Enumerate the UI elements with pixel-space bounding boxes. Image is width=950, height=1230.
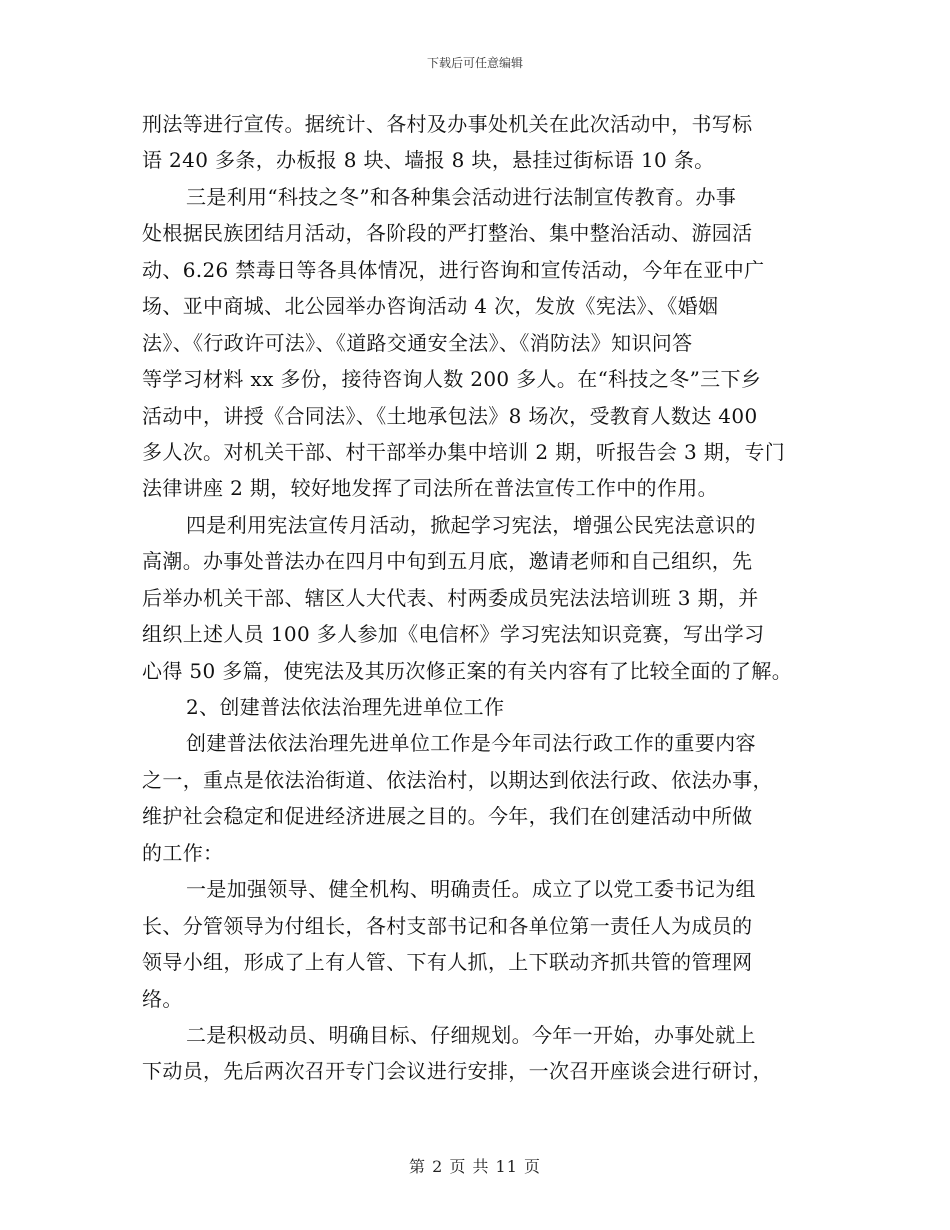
text-line: 领导小组，形成了上有人管、下有人抓，上下联动齐抓共管的管理网: [142, 950, 753, 975]
text-line: 等学习材料 xx 多份，接待咨询人数 200 多人。在“科技之冬”三下乡: [142, 367, 762, 392]
text-line: 法律讲座 2 期，较好地发挥了司法所在普法宣传工作中的作用。: [142, 476, 718, 501]
document-body: [142, 106, 814, 1090]
paragraph-start-line: 一是加强领导、健全机构、明确责任。成立了以党工委书记为组: [186, 877, 756, 902]
text-line: 下动员，先后两次召开专门会议进行安排，一次召开座谈会进行研讨，: [142, 1059, 773, 1084]
paragraph-start-line: 二是积极动员、明确目标、仔细规划。今年一开始，办事处就上: [186, 1022, 756, 1047]
text-line: 动、6.26 禁毒日等各具体情况，进行咨询和宣传活动，今年在亚中广: [142, 257, 765, 282]
text-line: 组织上述人员 100 多人参加《电信杯》学习宪法知识竞赛，写出学习: [142, 622, 765, 647]
text-line: 多人次。对机关干部、村干部举办集中培训 2 期，听报告会 3 期，专门: [142, 439, 786, 464]
text-line: 语 240 多条，办板报 8 块、墙报 8 块，悬挂过街标语 10 条。: [142, 148, 715, 173]
section-heading: 2、创建普法依法治理先进单位工作: [186, 695, 505, 719]
text-line: 心得 50 多篇，使宪法及其历次修正案的有关内容有了比较全面的了解。: [142, 658, 793, 683]
text-line: 高潮。办事处普法办在四月中旬到五月底，邀请老师和自己组织，先: [142, 549, 753, 574]
text-line: 活动中，讲授《合同法》、《土地承包法》8 场次，受教育人数达 400: [142, 403, 758, 428]
paragraph-start-line: 四是利用宪法宣传月活动，掀起学习宪法，增强公民宪法意识的: [186, 512, 756, 537]
page-header-note: 下载后可任意编辑: [426, 56, 523, 70]
text-line: 处根据民族团结月活动，各阶段的严打整治、集中整治活动、游园活: [142, 221, 753, 246]
text-line: 法》、《行政许可法》、《道路交通安全法》、《消防法》知识问答: [142, 330, 693, 355]
text-line: 刑法等进行宣传。据统计、各村及办事处机关在此次活动中，书写标: [142, 112, 753, 136]
text-line: 络。: [142, 986, 183, 1011]
text-line: 维护社会稳定和促进经济进展之目的。今年，我们在创建活动中所做: [142, 804, 753, 829]
text-line: 长、分管领导为付组长，各村支部书记和各单位第一责任人为成员的: [142, 913, 753, 938]
text-line: 后举办机关干部、辖区人大代表、村两委成员宪法法培训班 3 期，并: [142, 585, 759, 610]
text-line: 的工作：: [142, 840, 224, 865]
text-line: 场、亚中商城、北公园举办咨询活动 4 次，发放《宪法》、《婚姻: [142, 294, 719, 319]
page-number-footer: 第 2 页 共 11 页: [409, 1157, 541, 1176]
paragraph-start-line: 三是利用“科技之冬”和各种集会活动进行法制宣传教育。办事: [186, 184, 737, 209]
paragraph-start-line: 创建普法依法治理先进单位工作是今年司法行政工作的重要内容: [186, 731, 756, 756]
text-line: 之一，重点是依法治街道、依法治村，以期达到依法行政、依法办事，: [142, 767, 773, 792]
